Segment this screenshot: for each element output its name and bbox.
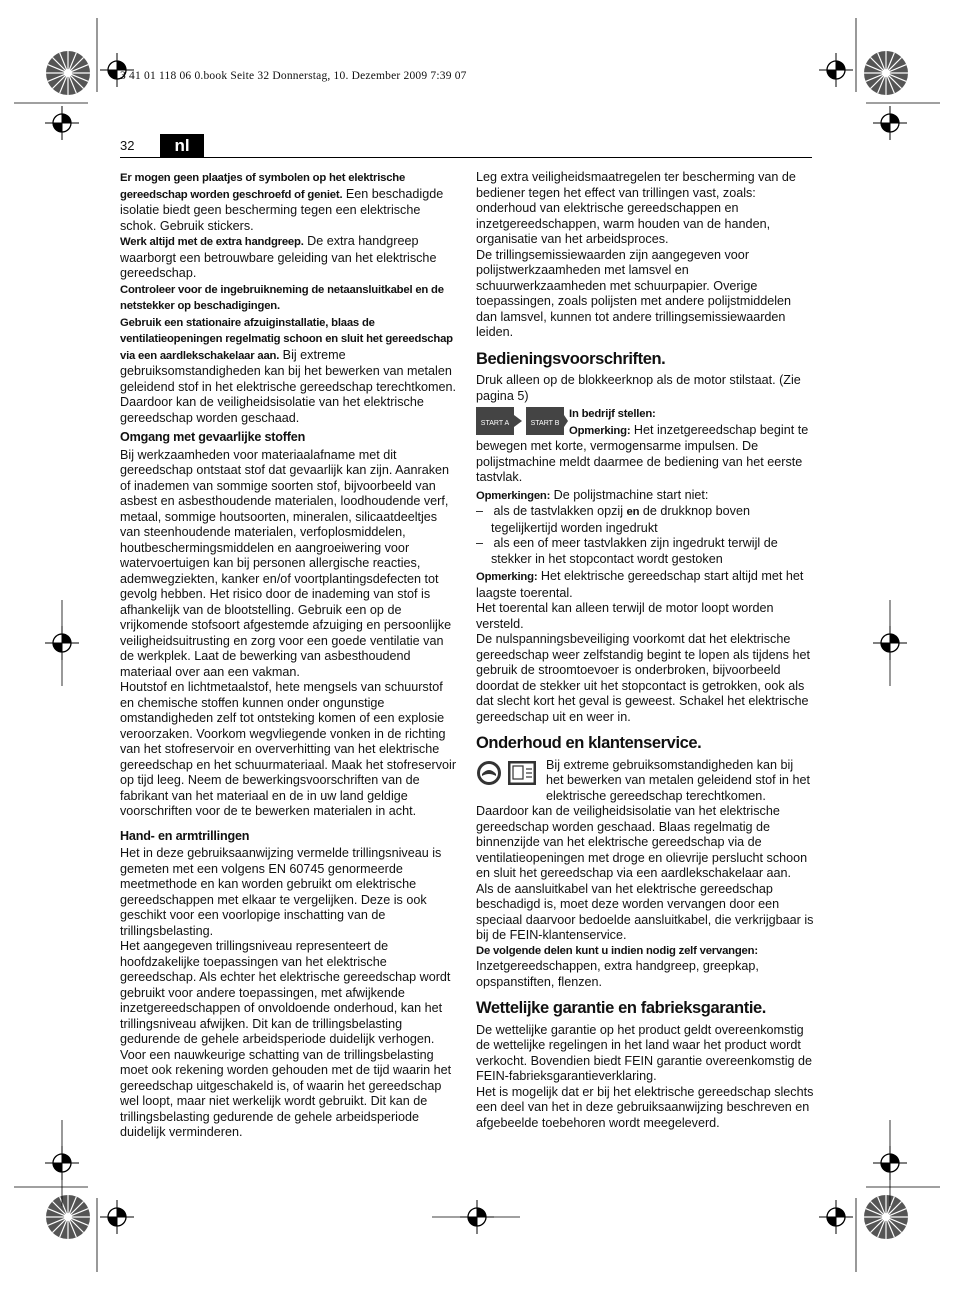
bold-lead: Gebruik een stationaire afzuiginstallatie, blaas de ventilatieopeningen regelmatig schoon en sluit het gereedschap via een aardlekschakelaar aan. bbox=[120, 316, 453, 362]
note-label: Opmerkingen: bbox=[476, 489, 551, 502]
onderhoud-block bbox=[476, 758, 814, 805]
paragraph-text: Bij extreme gebruiksomstandigheden kan bij het bewerken van metalen geleidend stof in het elektrische gereedschap terechtkomen. Daardoor kan de veiligheidsisolatie van het elektrische gereedschap worden geschaad. bbox=[120, 347, 457, 425]
paragraph bbox=[120, 282, 458, 315]
list-item: – als de tastvlakken opzij en de drukknop boven tegelijkertijd worden ingedrukt bbox=[476, 504, 750, 535]
eye-protection-icon bbox=[477, 761, 501, 785]
paragraph bbox=[476, 569, 814, 601]
paragraph: De trillingsemissiewaarden zijn aangegeven voor polijstwerkzaamheden met lamsvel en schuurwerkzaamheden met schuurpapier. Overige toepassingen, zoals polijsten met andere polijstmiddelen dan lamsvel, kunnen tot andere trillingsemissiewaarden leiden. bbox=[476, 247, 792, 339]
paragraph: Druk alleen op de blokkeerknop als de motor stilstaat. (Zie pagina 5) bbox=[476, 373, 801, 403]
paragraph: Bij extreme gebruiksomstandigheden kan bij het bewerken van metalen geleidend stof in het elektrische gereedschap terechtkomen. bbox=[546, 757, 810, 803]
paragraph: De wettelijke garantie op het product geldt overeenkomstig de wettelijke regelingen in het land waar het product wordt verkocht. Bovendien biedt FEIN garantie overeenkomstig de FEIN-fabrieksgarantieverklaring. bbox=[476, 1022, 813, 1083]
paragraph: Leg extra veiligheidsmaatregelen ter bescherming van de bediener tegen het effect van trillingen vast, zoals: onderhoud van elektrische gereedschappen en inzetgereedschappen, warm houden van de handen, organisatie van het arbeidsproces. bbox=[476, 170, 796, 246]
heading-garantie: Wettelijke garantie en fabrieksgarantie. bbox=[476, 999, 766, 1017]
paragraph: Het is mogelijk dat er bij het elektrische gereedschap slechts een deel van het in deze gebruiksaanwijzing beschreven en afgebeelde toebehoren wordt meegeleverd. bbox=[476, 1084, 814, 1130]
heading-onderhoud: Onderhoud en klantenservice. bbox=[476, 734, 702, 752]
paragraph-text: Het elektrische gereedschap start altijd met het laagste toerental. bbox=[476, 569, 804, 600]
paragraph: Daardoor kan de veiligheidsisolatie van het elektrische gereedschap worden geschaad. Blaas regelmatig de binnenzijde van het elektrische gereedschap via de ventilatieopeningen met droge en olievrije perslucht schoon en sluit het gereedschap via een aardlekschakelaar aan. bbox=[476, 804, 808, 880]
print-slug: 3 41 01 118 06 0.book Seite 32 Donnerstag, 10. Dezember 2009 7:39 07 bbox=[120, 70, 467, 82]
subheading-trillingen: Hand- en armtrillingen bbox=[120, 828, 250, 843]
page-number: 32 bbox=[120, 138, 135, 153]
paragraph-text: Het inzetgereedschap begint te bewegen met korte, vermogensarme impulsen. De polijstmachine meldt daarmee de bediening van het eerste tastvlak. bbox=[476, 422, 809, 484]
subheading-stoffen: Omgang met gevaarlijke stoffen bbox=[120, 430, 306, 444]
paragraph-text: Een beschadigde isolatie biedt geen bescherming tegen een elektrische schok. Gebruik stickers. bbox=[120, 186, 444, 233]
paragraph: Houtstof en lichtmetaalstof, hete mengsels van schuurstof en chemische stoffen kunnen onder ongunstige omstandigheden zelf tot ontsteking komen of een explosie veroorzaken. Voorkom wegvliegende vonken in de richting van het stofreservoir en oververhitting van het elektrische gereedschap en het schuurmateriaal. Maak het stofreservoir op tijd leeg. Neem de bewerkingsvoorschriften van de fabrikant van het materiaal en de in uw land geldige voorschriften voor de te bewerken materialen in acht. bbox=[120, 680, 457, 818]
paragraph: Inzetgereedschappen, extra handgreep, greepkap, opspanstiften, flenzen. bbox=[476, 959, 759, 989]
bold-lead: De volgende delen kunt u indien nodig zelf vervangen: bbox=[476, 944, 758, 957]
in-bedrijf-label: In bedrijf stellen: bbox=[569, 408, 656, 420]
start-buttons-icon bbox=[476, 407, 568, 437]
note-label: Opmerking: bbox=[476, 571, 538, 583]
paragraph-text: De extra handgreep waarborgt een betrouwbare geleiding van het elektrische gereedschap. bbox=[120, 234, 437, 280]
bold-lead: Werk altijd met de extra handgreep. bbox=[120, 236, 304, 248]
bold-lead: Er mogen geen plaatjes of symbolen op het elektrische gereedschap worden geschroefd of geniet. bbox=[120, 172, 406, 201]
paragraph: De nulspanningsbeveiliging voorkomt dat het elektrische gereedschap weer zelfstandig begint te lopen als tijdens het gebruik de stroomtoevoer is onderbroken, bijvoorbeeld doordat de stekker uit het stopcontact is getrokken, ook als dat slecht kort het geval is geweest. Schakel het elektrische gereedschap uit en weer in. bbox=[476, 632, 810, 724]
safety-icons bbox=[476, 760, 538, 786]
right-column bbox=[476, 170, 814, 1131]
language-tab: nl bbox=[160, 134, 204, 157]
paragraph bbox=[120, 315, 458, 427]
paragraph: Het toerental kan alleen terwijl de motor loopt worden versteld. bbox=[476, 601, 774, 631]
start-block bbox=[476, 407, 814, 486]
paragraph bbox=[120, 234, 458, 282]
start-b-label: START B bbox=[530, 420, 560, 427]
paragraph bbox=[120, 170, 458, 234]
list-item: – als een of meer tastvlakken zijn ingedrukt terwijl de stekker in het stopcontact wordt gestoken bbox=[476, 536, 778, 566]
paragraph: Bij werkzaamheden voor materiaalafname met dit gereedschap ontstaat stof dat gevaarlijk kan zijn. Aanraken of inademen van sommige soorten stof, bijvoorbeeld van asbest en asbesthoudende materialen, loodhoudende verf, metaal, sommige houtsoorten, mineralen, silicaatdeeltjes van steenhoudende materialen, verfoplosmiddelen, houtbeschermingsmiddelen en aangroeiwering voor watervoertuigen kan bij personen allergische reacties, ademwegziekten, kanker en/of voortplantingsdefecten tot gevolg hebben. Het risico door de inademing van stof is afhankelijk van de blootstelling. Gebruik een op de vrijkomende stofsoort afgestemde afzuiging en persoonlijke veiligheidsuitrusting en zorg voor een goede ventilatie van de werkplek. Laat de bewerking van asbesthoudend materiaal over aan een vakman. bbox=[120, 447, 452, 679]
start-icons bbox=[476, 407, 568, 437]
paragraph-text: De polijstmachine start niet: bbox=[550, 487, 709, 502]
paragraph: Als de aansluitkabel van het elektrische gereedschap beschadigd is, moet deze worden vervangen door een speciaal daarvoor bedoelde aansluitkabel, die verkrijgbaar is bij de FEIN-klantenservice. bbox=[476, 881, 814, 942]
paragraph bbox=[476, 488, 814, 505]
start-a-label: START A bbox=[480, 420, 510, 427]
header-rule bbox=[120, 157, 812, 158]
paragraph: Het aangegeven trillingsniveau representeert de hoofdzakelijke toepassingen van het elektrische gereedschap. Als echter het elektrische gereedschap wordt gebruikt voor andere toepassingen, met afwijkende inzetgereedschappen of onvoldoende onderhoud, kan het trillingsniveau afwijken. Dit kan de trillingsbelasting gedurende de gehele arbeidsperiode duidelijk verhogen. bbox=[120, 939, 451, 1046]
manual-icon bbox=[508, 761, 536, 785]
note-label: Opmerking: bbox=[569, 424, 631, 437]
paragraph: Het in deze gebruiksaanwijzing vermelde trillingsniveau is gemeten met een volgens EN 60745 genormeerde meetmethode en kan worden gebruikt om elektrische gereedschappen met elkaar te vergelijken. Deze is ook geschikt voor een voorlopige inschatting van de trillingsbelasting. bbox=[120, 846, 442, 938]
heading-bediening: Bedieningsvoorschriften. bbox=[476, 349, 666, 368]
bold-lead: Controleer voor de ingebruikneming de netaansluitkabel en de netstekker op beschadigingen. bbox=[120, 283, 444, 312]
left-column bbox=[120, 170, 458, 1141]
paragraph: Voor een nauwkeurige schatting van de trillingsbelasting moet ook rekening worden gehouden met de tijd waarin het gereedschap uitgeschakeld is, of waarin het gereedschap wel loopt, maar niet werkelijk wordt gebruikt. Dit kan de trillingsbelasting gedurende de gehele arbeidsperiode duidelijk verminderen. bbox=[120, 1047, 452, 1139]
